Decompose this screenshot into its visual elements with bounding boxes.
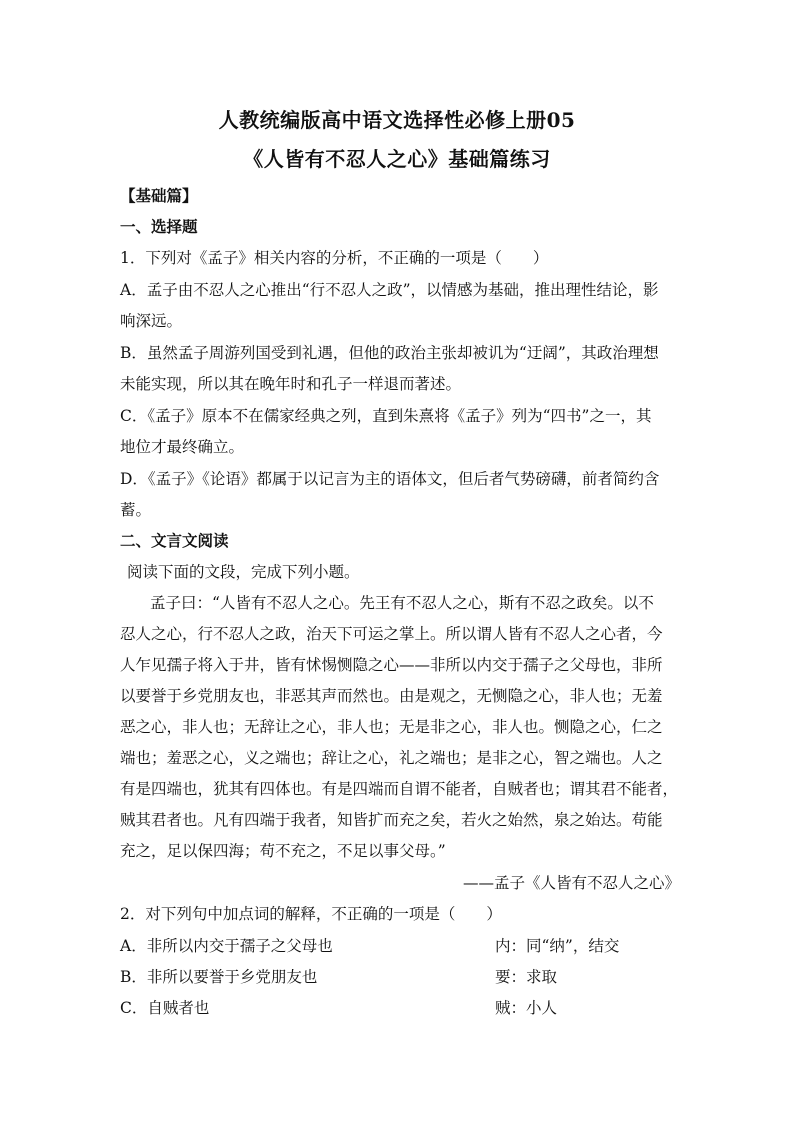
- q2-option-c-sentence: C．自贼者也: [120, 999, 210, 1017]
- passage-line: 充之，足以保四海；苟不充之，不足以事父母。”: [120, 842, 446, 860]
- part2-heading: 二、文言文阅读: [120, 531, 229, 550]
- passage-line: 恶之心，非人也；无辞让之心，非人也；无是非之心，非人也。恻隐之心，仁之: [120, 718, 663, 736]
- passage-line: 有是四端也，犹其有四体也。有是四端而自谓不能者，自贼者也；谓其君不能者，: [120, 780, 679, 798]
- q2-option-c: [120, 998, 680, 1018]
- q1-option-a-line1: A．孟子由不忍人之心推出“行不忍人之政”，以情感为基础，推出理性结论，影: [120, 281, 659, 299]
- q1-option-a-line2: 响深远。: [120, 312, 183, 330]
- q2-option-b: [120, 967, 680, 987]
- q2-option-a-sentence: A．非所以内交于孺子之父母也: [120, 937, 333, 955]
- passage-line: 人乍见孺子将入于井，皆有怵惕恻隐之心——非所以内交于孺子之父母也，非所: [120, 656, 663, 674]
- passage-line: 以要誉于乡党朋友也，非恶其声而然也。由是观之，无恻隐之心，非人也；无羞: [120, 687, 663, 705]
- passage-line: 忍人之心，行不忍人之政，治天下可运之掌上。所以谓人皆有不忍人之心者，今: [120, 625, 663, 643]
- q2-option-a: [120, 936, 680, 956]
- q1-option-c-line1: C．《孟子》原本不在儒家经典之列，直到朱熹将《孟子》列为“四书”之一，其: [120, 407, 652, 425]
- section-tag: 【基础篇】: [120, 186, 198, 205]
- q2-option-b-sentence: B．非所以要誉于乡党朋友也: [120, 968, 318, 986]
- doc-title-line2: 《人皆有不忍人之心》基础篇练习: [243, 147, 551, 171]
- q2-option-c-gloss: 贼：小人: [495, 999, 558, 1017]
- q1-option-d-line1: D．《孟子》《论语》都属于以记言为主的语体文，但后者气势磅礴，前者简约含: [120, 470, 660, 488]
- passage-line: 端也；羞恶之心，义之端也；辞让之心，礼之端也；是非之心，智之端也。人之: [120, 749, 663, 767]
- q1-stem: 1．下列对《孟子》相关内容的分析，不正确的一项是（ ）: [120, 249, 549, 267]
- q1-option-d-line2: 蓄。: [120, 501, 152, 519]
- doc-title-line1: 人教统编版高中语文选择性必修上册05: [218, 108, 576, 132]
- passage-line: 贼其君者也。凡有四端于我者，知皆扩而充之矣，若火之始然，泉之始达。苟能: [120, 811, 663, 829]
- part1-heading: 一、选择题: [120, 217, 198, 236]
- reading-instruction: 阅读下面的文段，完成下列小题。: [127, 563, 360, 581]
- q2-option-a-gloss: 内：同“纳”，结交: [495, 937, 620, 955]
- q1-option-b-line2: 未能实现，所以其在晚年时和孔子一样退而著述。: [120, 375, 462, 393]
- passage-line: 孟子曰：“人皆有不忍人之心。先王有不忍人之心，斯有不忍之政矣。以不: [150, 594, 654, 612]
- passage-source: ——孟子《人皆有不忍人之心》: [462, 874, 680, 892]
- q2-option-b-gloss: 要：求取: [495, 968, 558, 986]
- q1-option-c-line2: 地位才最终确立。: [120, 438, 245, 456]
- q1-option-b-line1: B．虽然孟子周游列国受到礼遇，但他的政治主张却被讥为“迂阔”，其政治理想: [120, 344, 659, 362]
- q2-stem: 2．对下列句中加点词的解释，不正确的一项是（ ）: [120, 905, 502, 923]
